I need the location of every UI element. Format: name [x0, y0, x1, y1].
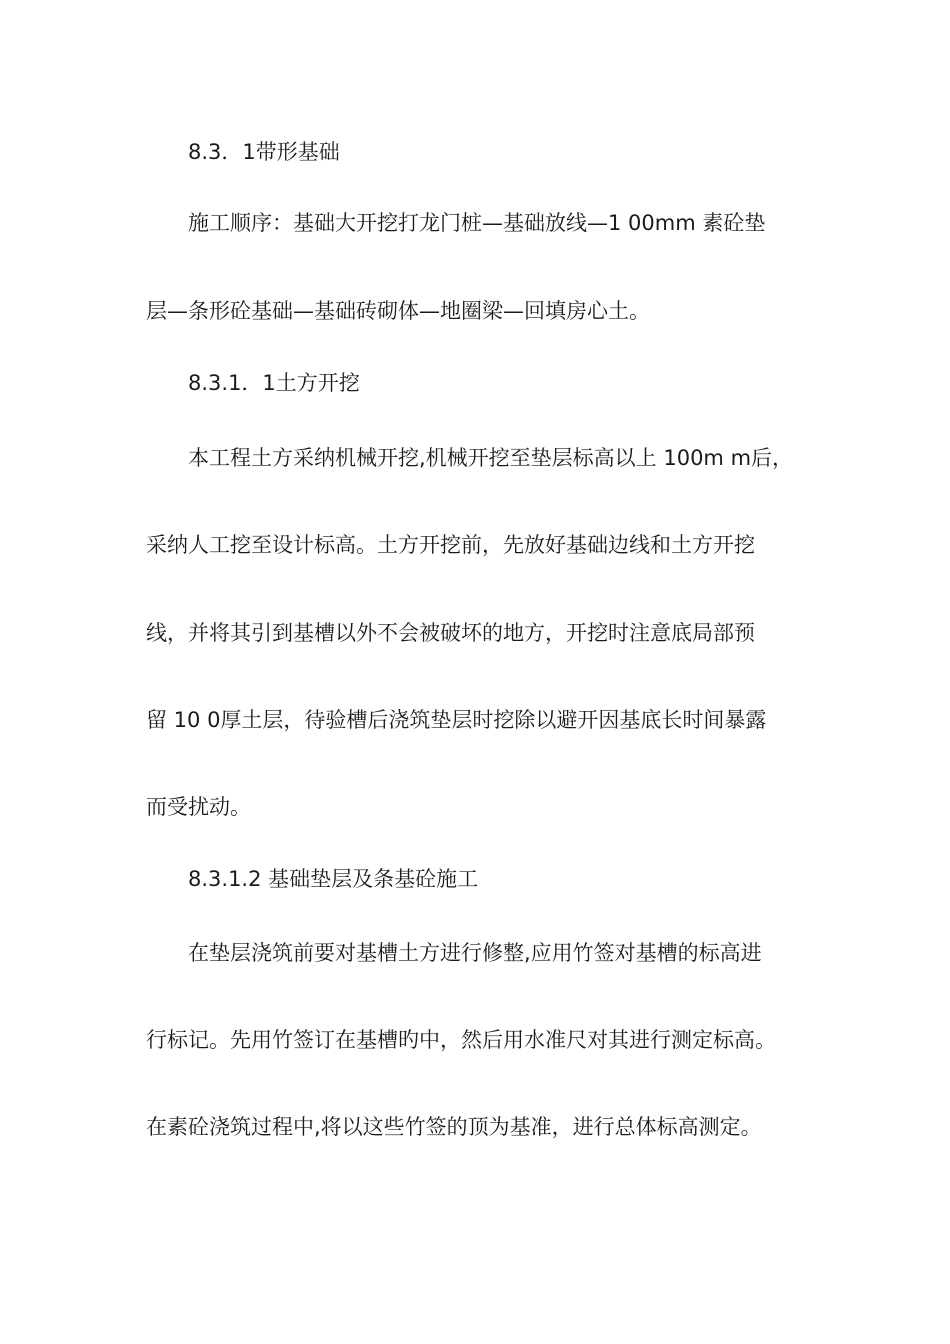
paragraph-line: 而受扰动。	[146, 795, 251, 819]
section-heading-8-3-1-2: 8.3.1.2 基础垫层及条基砼施工	[188, 867, 479, 891]
paragraph-line: 线，并将其引到基槽以外不会被破坏的地方，开挖时注意底局部预	[146, 621, 755, 645]
paragraph-line: 行标记。先用竹签订在基槽旳中，然后用水准尺对其进行测定标高。	[146, 1028, 776, 1052]
paragraph-line: 层—条形砼基础—基础砖砌体—地圈梁—回填房心土。	[146, 299, 650, 323]
paragraph-line: 本工程土方采纳机械开挖,机械开挖至垫层标高以上 100m m后，	[188, 446, 794, 470]
paragraph-line: 留 10 0厚土层，待验槽后浇筑垫层时挖除以避开因基底长时间暴露	[146, 708, 767, 732]
section-heading-8-3-1: 8.3．1带形基础	[188, 140, 340, 164]
paragraph-line: 采纳人工挖至设计标高。土方开挖前，先放好基础边线和土方开挖	[146, 533, 755, 557]
paragraph-line: 在垫层浇筑前要对基槽土方进行修整,应用竹签对基槽的标高进	[188, 941, 762, 965]
paragraph-line: 在素砼浇筑过程中,将以这些竹签的顶为基准，进行总体标高测定。	[146, 1115, 762, 1139]
section-heading-8-3-1-1: 8.3.1．1土方开挖	[188, 371, 360, 395]
paragraph-line: 施工顺序：基础大开挖打龙门桩—基础放线—1 00mm 素砼垫	[188, 211, 766, 235]
